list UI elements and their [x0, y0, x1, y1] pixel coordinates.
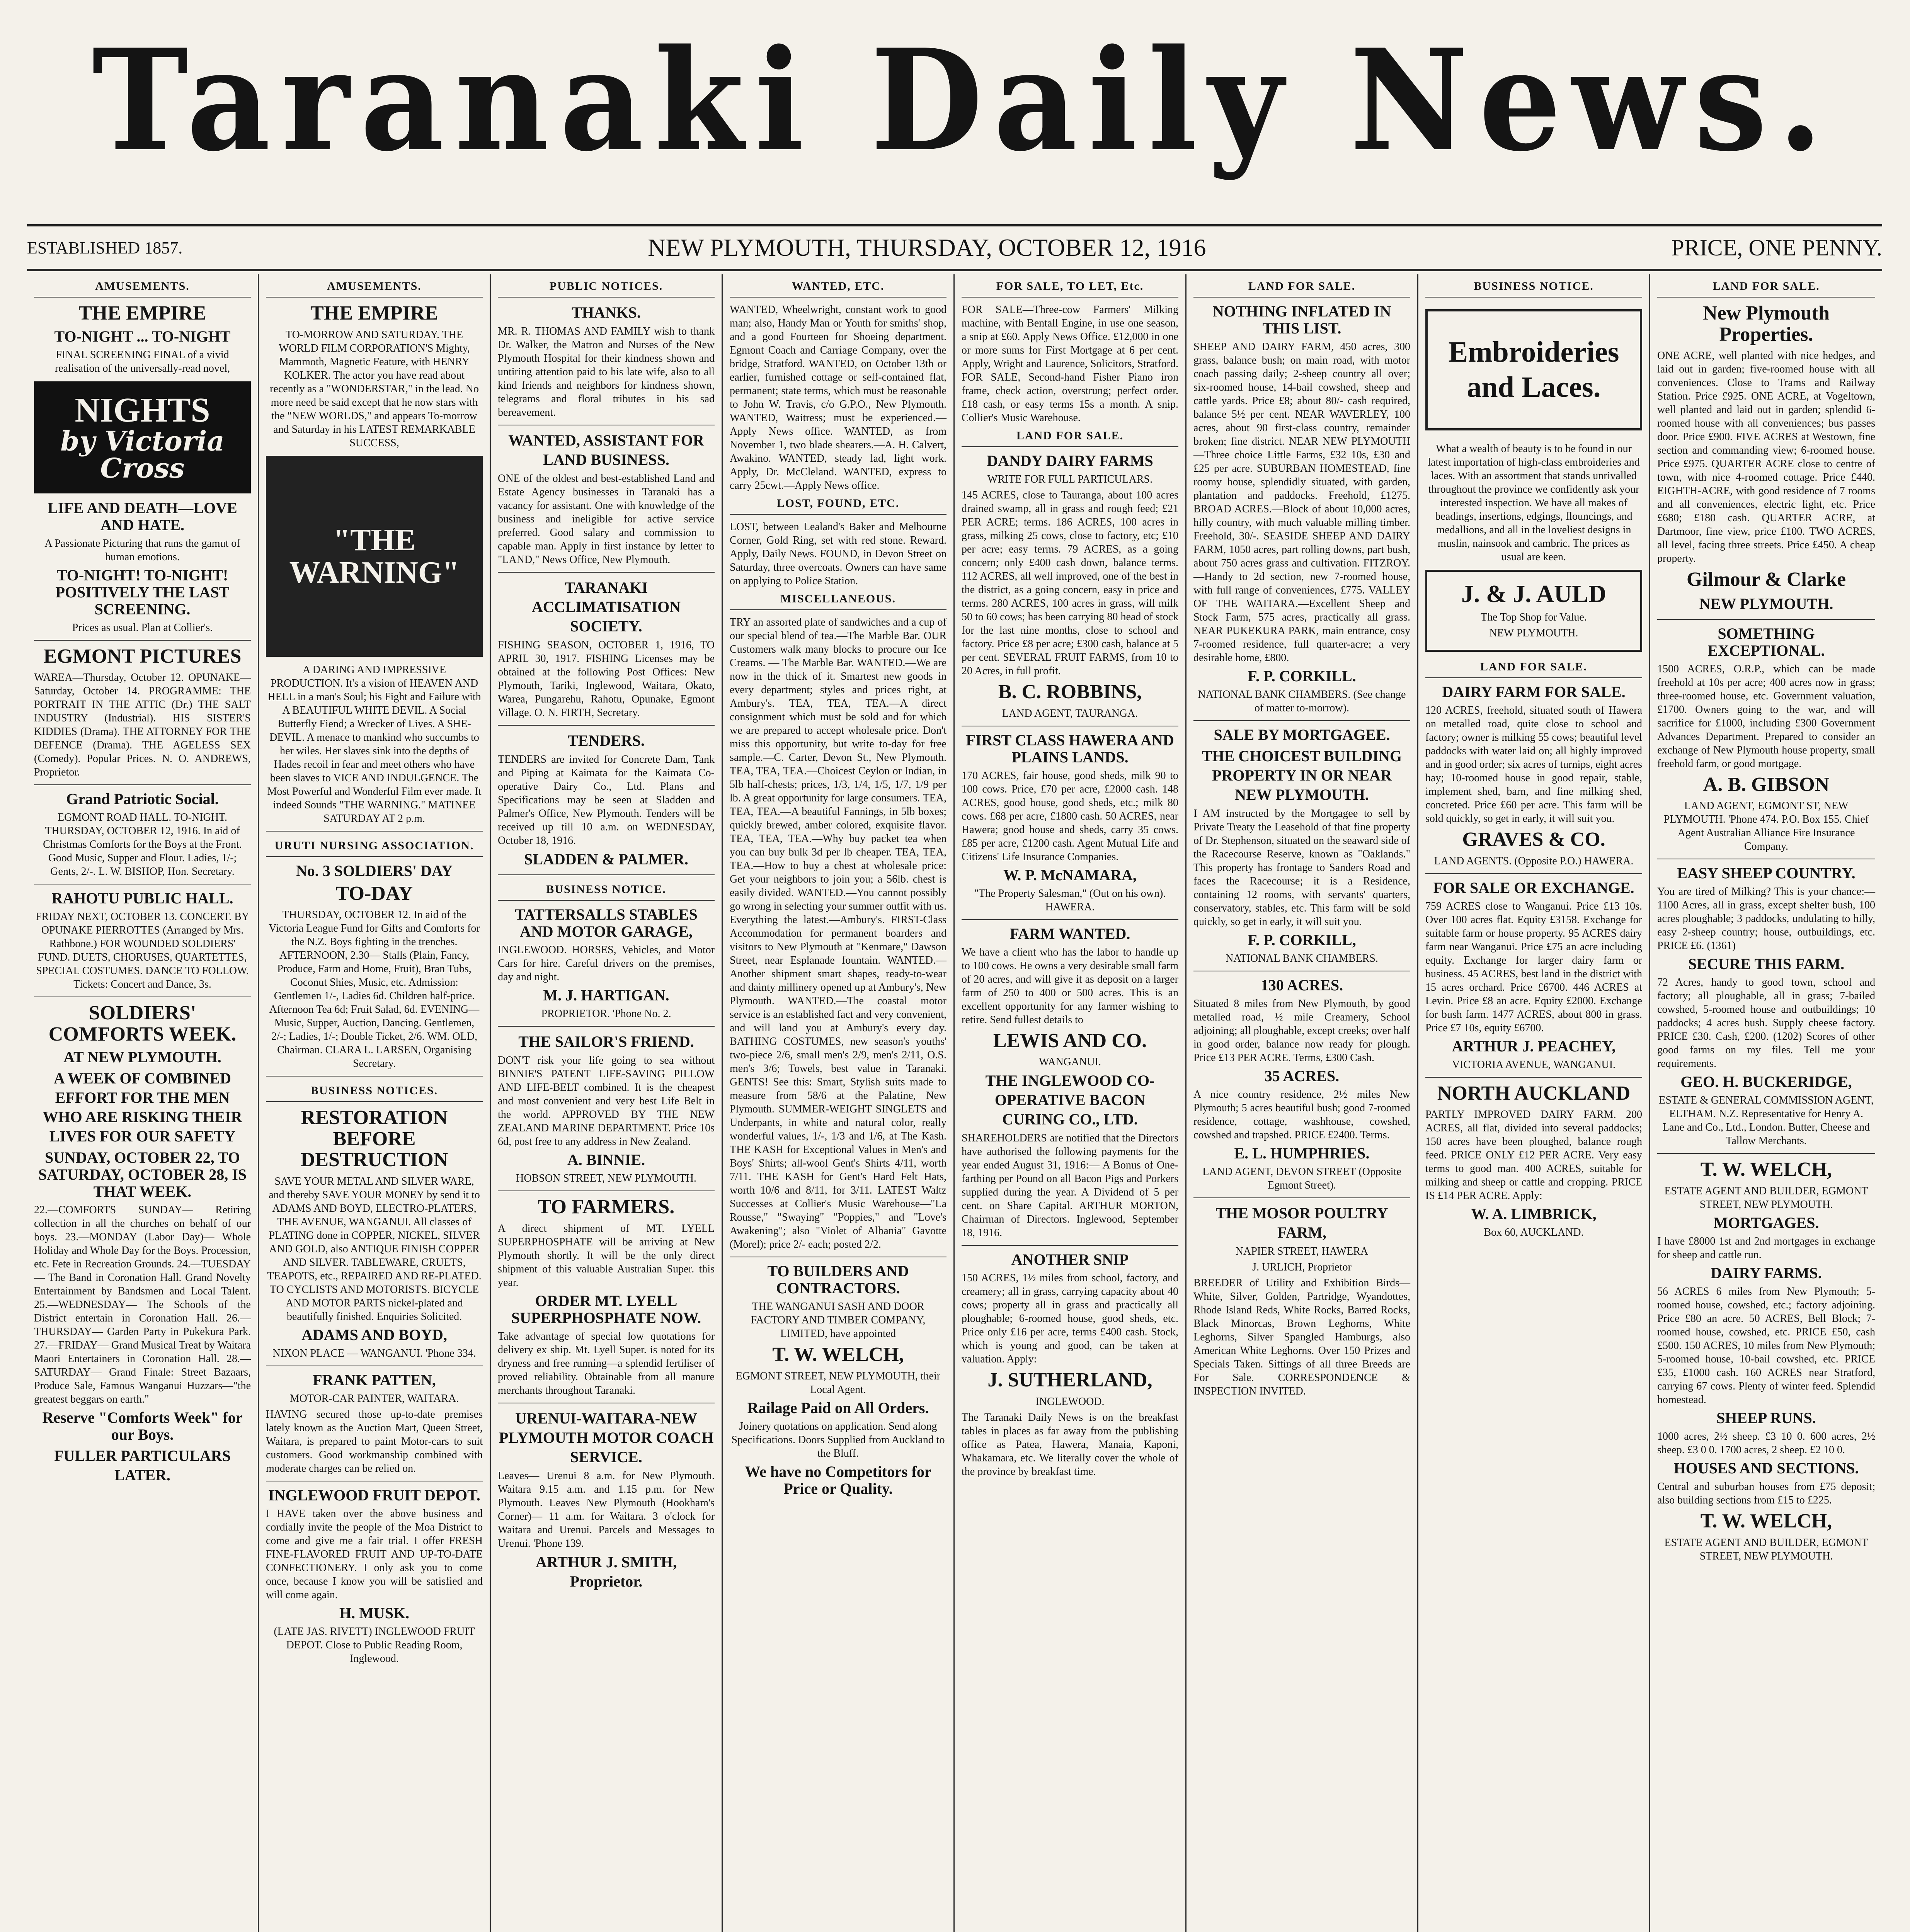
empire-2-text: TO-MORROW AND SATURDAY. THE WORLD FILM CORPORATION'S Mighty, Mammoth, Magnetic Feature, with HENRY KOLKER. The actor you have read about recently as a "WONDERSTAR," in the lead. No more need be said except that he now stars with the "NEW WORLDS," and appears To-morrow and Saturday in his LATEST REMARKABLE SUCCESS,: [270, 328, 479, 449]
land-header: LAND FOR SALE.: [1425, 658, 1642, 678]
prices: Prices as usual. Plan at Collier's.: [72, 621, 213, 634]
column-4: [723, 274, 955, 1932]
welch-text: ESTATE AGENT AND BUILDER, EGMONT STREET, NEW PLYMOUTH.: [1664, 1185, 1868, 1211]
thanks-text: MR. R. THOMAS AND FAMILY wish to thank Dr. Walker, the Matron and Nurses of the New Plymouth Hospital for their kindness shown and untiring attention paid to his late wife, also to all kind friends and neighbors for kindness shown, telegrams and floral tributes in his sad bereavement.: [498, 325, 715, 418]
column-1: [27, 274, 259, 1932]
adams-addr: NIXON PLACE — WANGANUI. 'Phone 334.: [272, 1347, 476, 1359]
egmont-text: WAREA—Thursday, October 12. OPUNAKE—Saturday, October 14. PROGRAMME: THE PORTRAIT IN THE ATTIC (Dr.) THE SALT INDUSTRY (Industrial). HIS SISTER'S KIDDIES (Drama). THE ATTORNEY FOR THE DEFENCE (Drama). THE AGELESS SEX (Comedy). Popular Prices. N. O. ANDREWS, Proprietor.: [34, 672, 251, 779]
mcnamara: W. P. McNAMARA,: [1003, 866, 1137, 884]
houses: HOUSES AND SECTIONS.: [1673, 1459, 1859, 1477]
tattersalls: TATTERSALLS STABLES AND MOTOR GARAGE,: [515, 906, 698, 940]
buckeridge-text: ESTATE & GENERAL COMMISSION AGENT, ELTHAM. N.Z. Representative for Henry A. Lane and Co., Ltd., London. Butter, Cheese and Tallow Merchants.: [1659, 1094, 1874, 1147]
snip-text: 150 ACRES, 1½ miles from school, factory, and creamery; all in grass, carrying capacity about 40 cows; property all in grass and practically all ploughable; 6-roomed house, good sheds, etc. Price only £16 per acre, terms £400 cash. Stock, which is young and good, can be taken at valuation. Apply:: [962, 1272, 1178, 1366]
reserve: Reserve "Comforts Week" for our Boys.: [42, 1409, 243, 1444]
column-header: BUSINESS NOTICE.: [1425, 277, 1642, 298]
restoration-text: SAVE YOUR METAL AND SILVER WARE, and thereby SAVE YOUR MONEY by send it to ADAMS AND BOYD, ELECTRO-PLATERS, THE AVENUE, WANGANUI. All classes of PLATING done in COPPER, NICKEL, SILVER AND GOLD, also ANTIQUE FINISH COPPER AND SILVER. TABLEWARE, CRUETS, TEAPOTS, etc., REPAIRED AND RE-PLATED. TO CYCLISTS AND MOTORISTS. BICYCLE AND MOTOR PARTS nickel-plated and beautifully finished. Enquiries Solicited.: [267, 1175, 482, 1323]
sheep-runs: SHEEP RUNS.: [1716, 1409, 1816, 1427]
week-text: A WEEK OF COMBINED EFFORT FOR THE MEN WHO ARE RISKING THEIR LIVES FOR OUR SAFETY: [43, 1070, 242, 1145]
auld: J. & J. AULD: [1461, 580, 1607, 608]
warning-poster: [266, 456, 483, 657]
acres-35-text: A nice country residence, 2½ miles New Plymouth; 5 acres beautiful bush; good 7-roomed residence, cottage, washhouse, cowshed, cowshed and trapshed. PRICE £2400. Terms.: [1193, 1088, 1410, 1141]
frank-patten: FRANK PATTEN,: [313, 1371, 436, 1389]
inflated-text: SHEEP AND DAIRY FARM, 450 acres, 300 grass, balance bush; on main road, with motor coach passing daily; 2-sheep country all over; six-roomed house, 14-bail cowshed, sheep and cattle yards. Price £8; about 80/- cash required, balance 5½ per cent. NEAR WAVERLEY, 100 acres, about 90 first-class country, remainder broken; fine district. NEAR NEW PLYMOUTH—Three choice Little Farms, £32 10s, £30 and £25 per acre. SUBURBAN HOMESTEAD, fine roomy house, splendidly situated, with garden, plantation and paddocks. Freehold, £1275. BROAD ACRES.—Block of about 10,000 acres, hilly country, with much valuable milling timber. Freehold, 30/-. SEASIDE SHEEP AND DAIRY FARM, 1050 acres, part rolling downs, part bush, about 750 acres grass and cultivation. FITZROY.—Handy to 2d section, new 7-roomed house, with full range of conveniences, £775. VALLEY OF THE WAITARA.—Excellent Sheep and Stock Farm, 575 acres, practically all grass. NEAR PUKEKURA PARK, main entrance, cosy 7-roomed residence, full quarter-acre; a very desirable home, £800.: [1193, 341, 1410, 664]
sale-text: FOR SALE—Three-cow Farmers' Milking machine, with Bentall Engine, in use one season, a snip at £60. Apply News Office. £12,000 in one or more sums for First Mortgage at 6 per cent. Apply, Wright and Laurence, Solicitors, Stratford. FOR SALE, Second-hand Fisher Piano iron frame, check action, overstrung; perfect order. £18 cash, or easy terms 15s a month. A snip. Collier's Music Warehouse.: [962, 304, 1178, 424]
established: ESTABLISHED 1857.: [27, 238, 183, 257]
gibson: A. B. GIBSON: [1703, 773, 1830, 796]
inglewood-text: I HAVE taken over the above business and cordially invite the people of the Moa District to come and give me a fair trial. I offer FRESH FINE-FLAVORED FRUIT AND UP-TO-DATE CONFECTIONERY. I only ask you to come once, because I know you will be satisfied and will come again.: [266, 1507, 483, 1601]
restoration: RESTORATION BEFORE DESTRUCTION: [300, 1107, 448, 1171]
column-header: PUBLIC NOTICES.: [498, 277, 715, 298]
corkill-sub: NATIONAL BANK CHAMBERS. (See change of matter to-morrow).: [1198, 689, 1406, 714]
north-auckland: NORTH AUCKLAND: [1437, 1082, 1631, 1104]
dandy-text: 145 ACRES, close to Tauranga, about 100 acres drained swamp, all in grass and rough feed; £21 PER ACRE; terms. 186 ACRES, 100 acres in grass, milking 25 cows, close to factory, etc; £10 per acre; easy terms. 79 ACRES, as a going concern; only £400 cash down, balance terms. 112 ACRES, all well improved, one of the best in the district, as a going concern, easy in price and terms. 280 ACRES, 100 acres in grass, will milk 50 to 60 cows; has been carrying 80 head of stock for the last nine months, close to school and factory. Price £8 per acre; £300 cash, balance at 5 per cent. SEVERAL FRUIT FARMS, from 10 to 20 Acres, in full profit.: [962, 489, 1178, 677]
victoria-cross: by Victoria Cross: [60, 425, 225, 484]
welch: T. W. WELCH,: [772, 1344, 904, 1366]
corkill-2: F. P. CORKILL,: [1248, 931, 1356, 949]
north-text: PARTLY IMPROVED DAIRY FARM. 200 ACRES, all flat, divided into several paddocks; 150 acres have been ploughed, balance rough feed. PRICE ONLY £12 PER ACRE. Very easy terms to good man. 400 ACRES, suitable for milking and sheep or cattle and cropping. PRICE IS £14 PER ACRE. Apply:: [1425, 1109, 1642, 1202]
patriotic-social: Grand Patriotic Social.: [66, 790, 219, 808]
easy-sheep: EASY SHEEP COUNTRY.: [1677, 864, 1856, 882]
secure-farm: SECURE THIS FARM.: [1688, 955, 1845, 973]
patten-sub: MOTOR-CAR PAINTER, WAITARA.: [289, 1392, 459, 1405]
sutherland-sub: INGLEWOOD.: [1035, 1395, 1105, 1408]
uruti-header: URUTI NURSING ASSOCIATION.: [266, 837, 483, 857]
bacon: THE INGLEWOOD CO-OPERATIVE BACON CURING CO., LTD.: [985, 1072, 1155, 1128]
dairy-farms-text: 56 ACRES 6 miles from New Plymouth; 5-roomed house, cowshed, etc.; factory adjoining. Price £80 an acre. 50 ACRES, Bell Block; 7-roomed house, cowshed, etc. PRICE £50, cash £500. 150 ACRES, 10 miles from New Plymouth; 5-roomed house, 10-bail cowshed, etc. PRICE £35, £1000 cash. 160 ACRES near Stratford, carrying 67 cows. Plenty of winter feed. Splendid homestead.: [1657, 1285, 1875, 1406]
dateline: [27, 224, 1882, 271]
choicest: THE CHOICEST BUILDING PROPERTY IN OR NEAR NEW PLYMOUTH.: [1202, 747, 1402, 803]
auld-sub: The Top Shop for Value.: [1481, 611, 1587, 623]
dairy-farm: DAIRY FARM FOR SALE.: [1442, 683, 1626, 701]
auld-box: [1425, 570, 1642, 652]
column-5: [955, 274, 1187, 1932]
welch-2-text: ESTATE AGENT AND BUILDER, EGMONT STREET, NEW PLYMOUTH.: [1664, 1536, 1868, 1562]
choicest-text: I AM instructed by the Mortgagee to sell by Private Treaty the Leasehold of that fine property of Dr. Stephenson, situated on the seaward side of the Racecourse Reserve, known as "Oaklands." This property has frontage to Sanders Road and faces the Racecourse; it is a Residence, containing 12 rooms, with servants' quarters, conservatory, stables, etc. This farm will be sold quickly, so get in early, it will suit you.: [1193, 808, 1410, 928]
nights-poster: [34, 381, 251, 493]
column-3: [491, 274, 723, 1932]
secure-text: 72 Acres, handy to good town, school and factory; all ploughable, all in grass; 7-bailed cowshed, 5-roomed house and outbuildings; 10 paddocks; 4 acres bush. Supply cheese factory. PRICE £30. Cash, £200. (1202) Scores of other good farms on my files. Tell me your requirements.: [1657, 976, 1875, 1070]
sladden: SLADDEN & PALMER.: [524, 850, 688, 868]
mortgages-text: I have £8000 1st and 2nd mortgages in exchange for sheep and cattle run.: [1657, 1235, 1875, 1261]
week-dates: SUNDAY, OCTOBER 22, TO SATURDAY, OCTOBER 28, IS THAT WEEK.: [38, 1149, 247, 1201]
to-farmers: TO FARMERS.: [538, 1196, 675, 1218]
today-text: THURSDAY, OCTOBER 12. In aid of the Victoria League Fund for Gifts and Comforts for the N.Z. Boys fighting in the trenches. AFTERNOON, 2.30— Stalls (Plain, Fancy, Produce, Farm and Home, Fruit), Bran Tubs, Coconut Shies, Music, etc. Admission: Gentlemen 1/-, Ladies 6d. Children half-price. Afternoon Tea 6d; Fruit Salad, 6d. EVENING— Music, Supper, Auction, Dancing. Gentlemen, 2/-; Ladies, 1/-; Double Ticket, 2/6. WM. OLD, Chairman. CLARA L. LARSEN, Organising Secretary.: [269, 909, 480, 1070]
corkill-2-sub: NATIONAL BANK CHAMBERS.: [1226, 952, 1378, 964]
hartigan: M. J. HARTIGAN.: [543, 986, 669, 1004]
price: PRICE, ONE PENNY.: [1671, 235, 1882, 260]
misc-text: TRY an assorted plate of sandwiches and a cup of our special blend of tea.—The Marble Bar. OUR Customers walk many blocks to procure our Ice Creams. — The Marble Bar. WANTED.—We are now in the thick of it. Smartest new goods in every department; styles and prices right, at Ambury's. TEA, TEA, TEA.—A direct consignment which must be sold and for which we are prepared to accept wholesale price. Don't miss this opportunity, but write to-day for free sample.—C. Carter, Devon St., New Plymouth. TEA, TEA, TEA.—Choicest Ceylon or Indian, in 5lb half-chests; prices, 1/3, 1/4, 1/5, 1/7, 1/9 per lb. A great opportunity for large consumers. TEA, TEA, TEA.—A beautiful Fannings, in 5lb boxes; quickly brewed, amber colored, exquisite flavor. TEA, TEA, TEA.—Why buy packet tea when you can buy bulk 3d per lb cheaper. TEA, TEA, TEA.—How to buy a chest at wholesale price: Get your neighbors to join you; a 56lb. chest is easily divided. WANTED.—You cannot possibly go wrong in selecting your summer outfit with us. Everything the latest.—Ambury's. FIRST-Class Accommodation for permanent boarders and visitors to New Plymouth at "Kenmare," Dawson Street, near Esplanade fountain. WANTED.—Another shipment smart shapes, ready-to-wear and dainty millinery opened up at Ambury's, New Plymouth. WANTED.—The coastal motor service is an established fact and very convenient, and will land you at Ambury's every day. BATHING COSTUMES, new season's youths' two-piece 2/6, small men's 2/9, men's 2/11, O.S. men's 3/6; Towels, best value in Taranaki. GENTS! See this: Smart, Stylish suits made to measure from 58/6 at the Palatine, New Plymouth. SUMMER-WEIGHT SINGLETS and Underpants, in white and natural color, really wonderful values, 1/-, 1/3 and 1/6, at The Kash. THE KASH for Exceptional Values in Men's and Boys' Shirts; all-wool Gent's Shirts 4/11, worth 7/11. THE KASH for Gent's Hard Felt Hats, worth 10/6 and 8/11, for 3/11. LATEST Waltz Successes at Collier's Music Warehouse—"La Rousse," "Swaying" "Poppies," and "Love's Awakening"; also "Violet of Albania" Gavotte (Morel); price 2/- each; posted 2/2.: [730, 616, 946, 1250]
warning-title: "THE WARNING": [289, 523, 460, 590]
nights-title: NIGHTS: [75, 391, 210, 429]
tenders-text: TENDERS are invited for Concrete Dam, Tank and Piping at Kaimata for the Kaimata Co-operative Dairy Co., Ltd. Plans and Specifications may be seen at Sladden and Palmer's Office, New Plymouth. Tenders will be received up till 10 a.m. on WEDNESDAY, October 18, 1916.: [498, 753, 715, 847]
lost-text: LOST, between Lealand's Baker and Melbourne Corner, Gold Ring, set with red stone. Reward. Apply, Daily News. FOUND, in Devon Street on Saturday, three overcoats. Owners can have same on applying to Police Station.: [730, 521, 946, 587]
farmers-text: A direct shipment of MT. LYELL SUPERPHOSPHATE will be arriving at New Plymouth shortly. It will be the only direct shipment of this valuable Australian Super. this year.: [498, 1222, 715, 1289]
column-header: LAND FOR SALE.: [1193, 277, 1410, 298]
masthead: [27, 15, 1882, 182]
musk-text: (LATE JAS. RIVETT) INGLEWOOD FRUIT DEPOT. Close to Public Reading Room, Inglewood.: [274, 1625, 475, 1665]
welch: T. W. WELCH,: [1700, 1158, 1832, 1181]
railage-text: Joinery quotations on application. Send along Specifications. Doors Supplied from Auckland to the Bluff.: [731, 1420, 945, 1459]
place-date: NEW PLYMOUTH, THURSDAY, OCTOBER 12, 1916: [648, 234, 1206, 261]
exchange: FOR SALE OR EXCHANGE.: [1433, 879, 1634, 896]
column-6: [1187, 274, 1418, 1932]
peachey: ARTHUR J. PEACHEY,: [1452, 1037, 1616, 1055]
acres-130-text: Situated 8 miles from New Plymouth, by good metalled road, ½ mile Creamery, School adjoining; all ploughable, except creeks; over half in good order, balance now ready for plough. Price £13 PER ACRE. Terms, £300 Cash.: [1193, 998, 1410, 1064]
sailor-text: DON'T risk your life going to sea without BINNIE'S PATENT LIFE-SAVING PILLOW AND LIFE-BELT combined. It is the cheapest and most convenient and very best Life Belt in the world. APPROVED BY THE NEW ZEALAND MARINE DEPARTMENT. Price 10s 6d, post free to any address in New Zealand.: [498, 1054, 715, 1148]
binnie-addr: HOBSON STREET, NEW PLYMOUTH.: [516, 1172, 696, 1184]
acclimatisation: TARANAKI ACCLIMATISATION SOCIETY.: [531, 579, 681, 635]
soldiers-comforts: SOLDIERS' COMFORTS WEEK.: [48, 1002, 237, 1045]
acclimatisation-text: FISHING SEASON, OCTOBER 1, 1916, TO APRIL 30, 1917. FISHING Licenses may be obtained at the following Post Offices: New Plymouth, Tariki, Inglewood, Waitara, Okato, Warea, Pungarehu, Rahotu, Opunake, Egmont Village. O. N. FIRTH, Secretary.: [498, 639, 715, 719]
warning-text: A DARING AND IMPRESSIVE PRODUCTION. It's a vision of HEAVEN AND HELL in a man's Soul; his Fight and Failure with A BEAUTIFUL WHITE DEVIL. A Social Butterfly Fiend; a Wrecker of Lives. A SHE-DEVIL. A menace to mankind who succumbs to her wiles. Her slaves sink into the depths of Hades recoil in fear and meet others who have been slaves to VICE AND INDULGENCE. The Most Powerful and Wonderful Film ever made. It indeed Sounds "THE WARNING." MATINEE SATURDAY AT 2 p.m.: [267, 663, 482, 825]
mortgages: MORTGAGES.: [1713, 1214, 1819, 1231]
mortgagee: SALE BY MORTGAGEE.: [1214, 726, 1390, 743]
railage: Railage Paid on All Orders.: [747, 1399, 929, 1417]
column-2: [259, 274, 491, 1932]
thanks: THANKS.: [572, 304, 641, 321]
patten-text: HAVING secured those up-to-date premises lately known as the Auction Mart, Queen Street, Waitara, is prepared to paint Motor-cars to suit customers. Good workmanship combined with moderate charges can be relied on.: [266, 1408, 483, 1475]
humphries-sub: LAND AGENT, DEVON STREET (Opposite Egmont Street).: [1202, 1166, 1401, 1191]
mosor-text: BREEDER of Utility and Exhibition Birds—White, Silver, Golden, Partridge, Wyandottes, Rhode Island Reds, White Rocks, Barred Rocks, Black Minorcas, Brown Leghorns, White Leghorns, Silver Spangled Hamburgs, also American White Leghorns. Over 150 Prizes and Specials Taken. Sittings of all three Breeds are For Sale. CORRESPONDENCE & INSPECTION INVITED.: [1193, 1277, 1410, 1397]
mcnamara-sub: "The Property Salesman," (Out on his own). HAWERA.: [974, 887, 1166, 913]
rahotu-hall: RAHOTU PUBLIC HALL.: [51, 889, 233, 907]
business-header: BUSINESS NOTICES.: [266, 1082, 483, 1102]
tenders-header: TENDERS.: [568, 732, 645, 749]
bacon-text: SHAREHOLDERS are notified that the Directors have authorised the following payments for the year ended August 31, 1916:— A Bonus of One-farthing per Pound on all Bacon Pigs and Porkers supplied during the year. A Dividend of 5 per cent. on Share Capital. ARTHUR MORTON, Chairman of Directors. Inglewood, September 18, 1916.: [962, 1132, 1178, 1239]
exchange-text: 759 ACRES close to Wanganui. Price £13 10s. Over 100 acres flat. Equity £3158. Exchange for suitable farm or house property. 95 ACRES dairy farm near Wanganui. Price £75 an acre including equity. Exchange for larger dairy farm or business. 45 ACRES, best land in the district with 15 acres orchard. Price £6700. 446 ACRES at Levin. Price £8 an acre. Equity £2000. Exchange for bush farm. 1477 ACRES, about 800 in grass. Price £7 10s, equity £6700.: [1425, 900, 1642, 1034]
wanted-assistant-text: ONE of the oldest and best-established Land and Estate Agency businesses in Taranaki has a vacancy for assistant. One with knowledge of the business and ineligible for active service preferred. Good salary and commission to capable man. Apply in first instance by letter to "LAND," News Office, New Plymouth.: [498, 473, 715, 566]
tagline-2: A Passionate Picturing that runs the gamut of human emotions.: [44, 537, 240, 563]
column-header: WANTED, ETC.: [730, 277, 946, 298]
inglewood-depot: INGLEWOOD FRUIT DEPOT.: [268, 1486, 480, 1504]
humphries: E. L. HUMPHRIES.: [1234, 1145, 1370, 1162]
tonight: TO-NIGHT! TO-NIGHT! POSITIVELY THE LAST SCREENING.: [55, 566, 230, 618]
fuller: FULLER PARTICULARS LATER.: [54, 1447, 231, 1484]
exceptional: SOMETHING EXCEPTIONAL.: [1707, 624, 1825, 659]
builders: TO BUILDERS AND CONTRACTORS.: [767, 1262, 909, 1297]
gilmour-sub: NEW PLYMOUTH.: [1699, 595, 1833, 612]
auld-place: NEW PLYMOUTH.: [1489, 627, 1578, 639]
welch-2: T. W. WELCH,: [1700, 1510, 1832, 1532]
wanted-assistant: WANTED, ASSISTANT FOR LAND BUSINESS.: [508, 432, 704, 468]
patriotic-text: EGMONT ROAD HALL. TO-NIGHT. THURSDAY, OCTOBER 12, 1916. In aid of Christmas Comforts for the Boys at the Front. Good Music, Supper and Flour. Ladies, 1/-; Gents, 2/-. L. W. BISHOP, Hon. Secretary.: [43, 811, 242, 878]
houses-text: Central and suburban houses from £75 deposit; also building sections from £15 to £225.: [1657, 1480, 1875, 1506]
graves-sub: LAND AGENTS. (Opposite P.O.) HAWERA.: [1434, 855, 1634, 867]
news-text: The Taranaki Daily News is on the breakfast tables in places as far away from the publishing office as Patea, Hawera, Manaia, Kaponi, Whakamara, etc. We literally cover the whole of the province by breakfast time.: [962, 1411, 1178, 1478]
column-8: [1650, 274, 1882, 1932]
hartigan-sub: PROPRIETOR. 'Phone No. 2.: [541, 1008, 671, 1020]
gilmour: Gilmour & Clarke: [1686, 568, 1846, 591]
inflated: NOTHING INFLATED IN THIS LIST.: [1212, 303, 1391, 337]
sailors-friend: THE SAILOR'S FRIEND.: [518, 1033, 694, 1050]
columns: [27, 274, 1882, 1932]
concert-text: FRIDAY NEXT, OCTOBER 13. CONCERT. BY OPUNAKE PIERROTTES (Arranged by Mrs. Rathbone.) FOR WOUNDED SOLDIERS' FUND. DUETS, CHORUSES, QUARTETTES, SPECIAL COSTUMES. DANCE TO FOLLOW. Tickets: Concert and Dance, 3s.: [35, 911, 250, 991]
urlich: J. URLICH, Proprietor: [1252, 1261, 1352, 1273]
empire-title: THE EMPIRE: [78, 302, 206, 324]
wanted-text: WANTED, Wheelwright, constant work to good man; also, Handy Man or Youth for smiths' shop, and a good Fourteen for Shoeing department. Egmont Coach and Carriage Company, over the bridge, Stratford. WANTED, on October 13th or earlier, furnished cottage or self-contained flat, permanent; state terms, which must be reasonable to John W. Travis, c/o G.P.O., New Plymouth. WANTED, Waitress; must be experienced.—Apply News office. WANTED, as from November 1, two blade shearers.—A. H. Calvert, Awakino. WANTED, steady lad, light work. Apply, Dr. McCleland. WANTED, express to carry 25cwt.—Apply News office.: [730, 304, 946, 492]
tagline: LIFE AND DEATH—LOVE AND HATE.: [48, 499, 237, 534]
egmont-pictures: EGMONT PICTURES: [43, 645, 242, 667]
binnie: A. BINNIE.: [567, 1151, 645, 1168]
business-notice: BUSINESS NOTICE.: [498, 881, 715, 901]
soldiers-day: No. 3 SOLDIERS' DAY: [296, 862, 453, 879]
gibson-text: LAND AGENT, EGMONT ST, NEW PLYMOUTH. 'Phone 474. P.O. Box 155. Chief Agent Australian Alliance Fire Insurance Company.: [1663, 800, 1869, 853]
newspaper-title: Taranaki Daily News.: [92, 19, 1834, 182]
empire-2: THE EMPIRE: [310, 302, 438, 324]
column-header: FOR SALE, TO LET, Etc.: [962, 277, 1178, 298]
welch-text: EGMONT STREET, NEW PLYMOUTH, their Local Agent.: [735, 1370, 941, 1396]
musk: H. MUSK.: [339, 1604, 410, 1622]
smith: ARTHUR J. SMITH, Proprietor.: [535, 1553, 677, 1590]
urenui-service: URENUI-WAITARA-NEW PLYMOUTH MOTOR COACH SERVICE.: [499, 1409, 714, 1466]
runs-text: 1000 acres, 2½ sheep. £3 10 0. 600 acres, 2½ sheep. £3 0 0. 1700 acres, 2 sheep. £2 10 0.: [1657, 1430, 1875, 1456]
today: TO-DAY: [335, 882, 413, 905]
props-text: ONE ACRE, well planted with nice hedges, and laid out in garden; five-roomed house with all conveniences. Close to Trams and Railway Station. Price £925. ONE ACRE, at Vogeltown, well planted and laid out in garden; splendid 6-roomed house with all conveniences; bus passes door. Price £900. FIVE ACRES at Westown, fine section and commanding view; 6-roomed house. Price £975. QUARTER ACRE close to centre of town, with nice 4-roomed cottage. Price £440. EIGHTH-ACRE, with good residence of 7 rooms and all conveniences, electric light, etc. Price £680; £180 cash. QUARTER ACRE, at Dartmoor, fine view, price £100. TWO ACRES, all level, facing three streets. Price £450. A cheap property.: [1657, 350, 1875, 565]
emb-text: What a wealth of beauty is to be found in our latest importation of high-class embroideries and laces. With an assortment that stands unrivalled throughout the province we confidently ask your interested inspection. We have all makes of beadings, insertions, edgings, flouncings, and medallions, and all in the loveliest designs in muslin, nainsook and cambric. The prices as usual are keen.: [1428, 443, 1640, 563]
mosor-sub: NAPIER STREET, HAWERA: [1235, 1245, 1369, 1257]
land-header: LAND FOR SALE.: [962, 427, 1178, 447]
sheep-text: You are tired of Milking? This is your chance:—1100 Acres, all in grass, except shelter bush, 100 acres ploughable; 3 paddocks, undulating to hilly, easy 2-sheep country; house, outbuildings, etc. PRICE £6. (1361): [1657, 886, 1875, 952]
order-lyell: ORDER MT. LYELL SUPERPHOSPHATE NOW.: [511, 1292, 701, 1327]
newspaper-page: [27, 15, 1882, 1932]
sutherland: J. SUTHERLAND,: [987, 1369, 1152, 1391]
soldiers-sub: AT NEW PLYMOUTH.: [63, 1048, 221, 1066]
acres-35: 35 ACRES.: [1264, 1067, 1340, 1085]
dairy-farms: DAIRY FARMS.: [1711, 1264, 1822, 1282]
competitors: We have no Competitors for Price or Quality.: [745, 1463, 931, 1497]
farm-text: We have a client who has the labor to handle up to 100 cows. He owns a very desirable small farm of 20 acres, and will give it as deposit on a larger farm of 250 to 400 or 500 acres. This is an excellent opportunity for any farmer wishing to retire. Send fullest details to: [962, 946, 1178, 1026]
column-header: LAND FOR SALE.: [1657, 277, 1875, 298]
farm-wanted: FARM WANTED.: [1009, 925, 1130, 942]
corkill: F. P. CORKILL.: [1248, 667, 1356, 685]
hawera-text: 170 ACRES, fair house, good sheds, milk 90 to 100 cows. Price, £70 per acre, £2000 cash. 148 ACRES, good house, good sheds, etc.; milk 80 cows. £68 per acre, £1800 cash. 50 ACRES, near Hawera; good house and sheds, carry 35 cows. £85 per acre, £1200 cash. Agent Mutual Life and Citizens' Life Insurance Companies.: [962, 769, 1178, 863]
empire-sub: FINAL SCREENING FINAL of a vivid realisation of the universally-read novel,: [54, 349, 230, 374]
buckeridge: GEO. H. BUCKERIDGE,: [1680, 1073, 1852, 1091]
lewis: LEWIS AND CO.: [993, 1029, 1147, 1052]
peachey-sub: VICTORIA AVENUE, WANGANUI.: [1452, 1058, 1616, 1071]
week-schedule: 22.—COMFORTS SUNDAY— Retiring collection in all the churches on behalf of our boys. 23.—MONDAY (Labor Day)— Whole Holiday and Whole Day for the Boys. Procession, etc. Fete in Recreation Grounds. 24.—TUESDAY— The Band in Coronation Hall. Grand Novelty Entertainment by Bandsmen and Local Talent. 25.—WEDNESDAY— The Schools of the District entertain in Coronation Hall. 26.—THURSDAY— Garden Party in Pukekura Park. 27.—FRIDAY— Grand Musical Treat by Waitara Maori Entertainers in Coronation Hall. 28.—SATURDAY— Grand Finale: Street Bazaars, Produce Sale, Famous Wanganui Huzzars—"the greatest beggars on earth.": [34, 1204, 251, 1406]
dandy-sub: WRITE FOR FULL PARTICULARS.: [987, 473, 1153, 485]
empire-line: TO-NIGHT ... TO-NIGHT: [54, 327, 231, 345]
limbrick-sub: Box 60, AUCKLAND.: [1484, 1226, 1584, 1239]
another-snip: ANOTHER SNIP: [1011, 1251, 1129, 1269]
tattersalls-text: INGLEWOOD. HORSES, Vehicles, and Motor Cars for hire. Careful drivers on the premises, day and night.: [498, 944, 715, 983]
robbins: B. C. ROBBINS,: [998, 681, 1142, 703]
order-text: Take advantage of special low quotations for delivery ex ship. Mt. Lyell Super. is noted for its dryness and free running—a splendid fertiliser of proved reliability. Obtainable from all manure merchants throughout Taranaki.: [498, 1330, 715, 1396]
dandy: DANDY DAIRY FARMS: [987, 452, 1153, 469]
builders-text: THE WANGANUI SASH AND DOOR FACTORY AND TIMBER COMPANY, LIMITED, have appointed: [751, 1301, 926, 1340]
column-7: [1418, 274, 1650, 1932]
exceptional-text: 1500 ACRES, O.R.P., which can be made freehold at 10s per acre; 400 acres now in grass; three-roomed house, etc. Government valuation, £1700. Owners going to the war, and will sacrifice for £1000, including £300 Government Advances Department. Prepared to consider an exchange of New Plymouth house property, small freehold farm, or good mortgage.: [1657, 663, 1875, 770]
column-header: AMUSEMENTS.: [34, 277, 251, 298]
np-properties: New Plymouth Properties.: [1703, 302, 1830, 345]
hawera-lands: FIRST CLASS HAWERA AND PLAINS LANDS.: [966, 731, 1174, 766]
column-header: AMUSEMENTS.: [266, 277, 483, 298]
lewis-sub: WANGANUI.: [1039, 1056, 1101, 1068]
adams-boyd: ADAMS AND BOYD,: [301, 1326, 447, 1344]
mosor: THE MOSOR POULTRY FARM,: [1215, 1204, 1388, 1241]
urenui-text: Leaves— Urenui 8 a.m. for New Plymouth. Waitara 9.15 a.m. and 1.15 p.m. for New Plymouth. Leaves New Plymouth (Hookham's Corner)— 11 a.m. for Waitara. 3 o'clock for Waitara and Urenui. Parcels and Messages to Urenui. 'Phone 139.: [498, 1469, 715, 1549]
embroideries: Embroideries and Laces.: [1425, 309, 1642, 430]
misc-header: MISCELLANEOUS.: [730, 590, 946, 610]
acres-130: 130 ACRES.: [1260, 976, 1343, 994]
limbrick: W. A. LIMBRICK,: [1471, 1205, 1597, 1223]
robbins-sub: LAND AGENT, TAURANGA.: [1002, 707, 1138, 719]
graves: GRAVES & CO.: [1462, 828, 1605, 850]
lost-found-header: LOST, FOUND, ETC.: [730, 495, 946, 515]
dairy-text: 120 ACRES, freehold, situated south of Hawera on metalled road, quite close to school and factory; owner is milking 55 cows; beautiful level paddocks with water laid on; all highly improved and in good order; six acres of turnips, eight acres hay; 10-roomed house in good repair, stable, implement shed, barn, and fine milking shed, concreted. Price £60 per acre. This farm will be sold quickly, so get in early, it will suit you.: [1425, 704, 1642, 825]
